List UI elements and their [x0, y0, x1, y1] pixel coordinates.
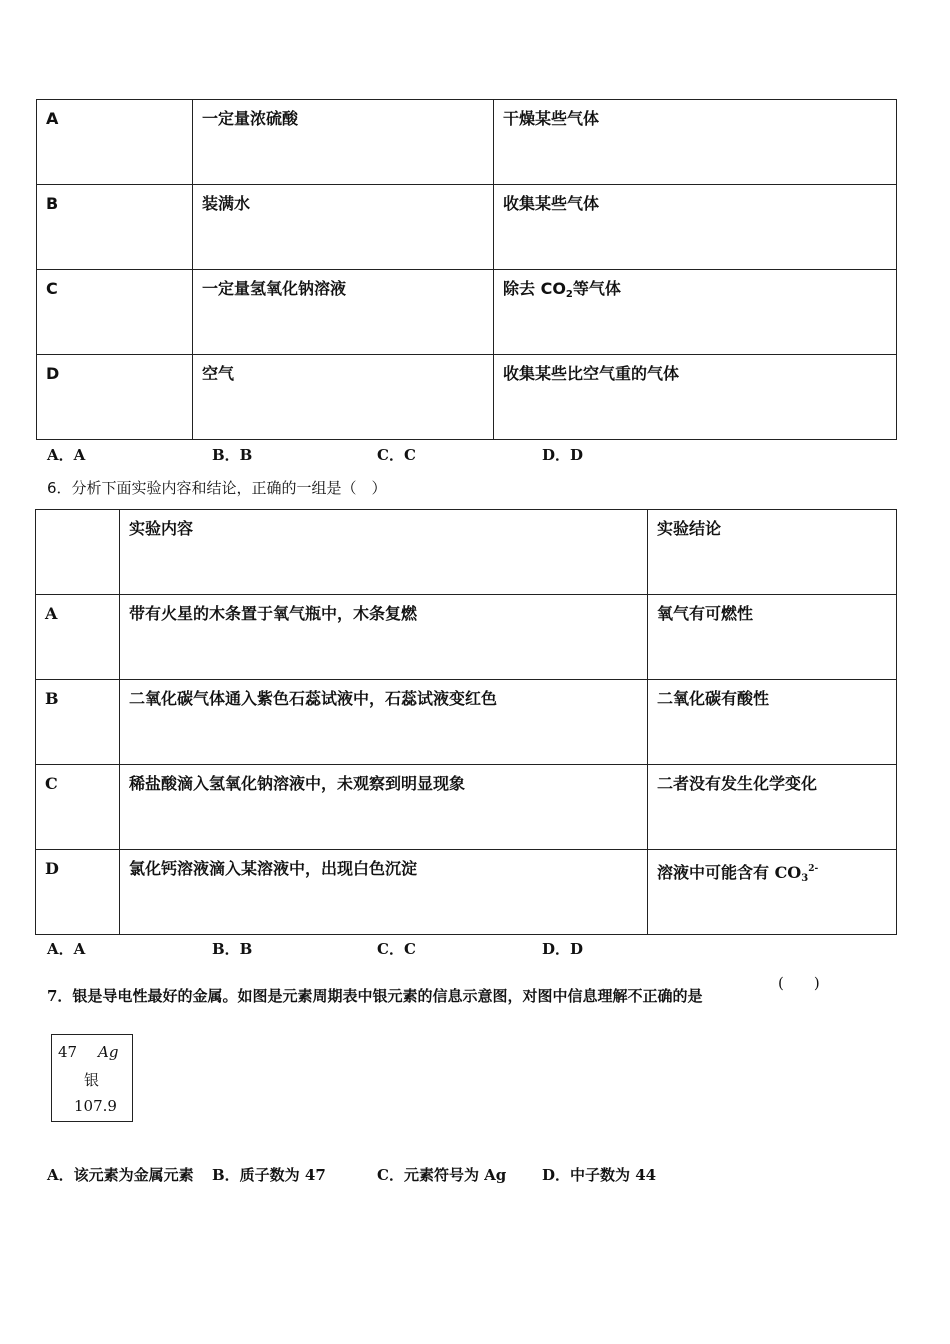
atomic-number: 47	[58, 1043, 78, 1061]
option-d[interactable]: D．D	[542, 446, 584, 464]
row-use: 除去 $CO_2$等气体	[503, 279, 621, 300]
row-content: 装满水	[202, 194, 251, 213]
q6-options	[47, 938, 647, 958]
row-use: 收集某些比空气重的气体	[503, 364, 680, 383]
q7-options	[47, 1164, 747, 1184]
row-conclusion: 溶液中可能含有 $CO_3^{2-}$	[657, 863, 819, 884]
table-row	[36, 595, 897, 680]
question-number: 6．	[47, 479, 72, 497]
atomic-mass: 107.9	[74, 1097, 117, 1115]
table-row	[36, 850, 897, 935]
row-letter: A	[45, 604, 58, 623]
option-d[interactable]: D．中子数为 44	[542, 1166, 657, 1184]
header-conclusion: 实验结论	[657, 519, 722, 538]
row-letter: C	[45, 774, 58, 793]
row-use: 收集某些气体	[503, 194, 600, 213]
option-b[interactable]: B．B	[212, 446, 253, 464]
row-letter: D	[45, 859, 59, 878]
row-conclusion: 二氧化碳有酸性	[657, 689, 770, 708]
option-b[interactable]: B．质子数为 47	[212, 1166, 326, 1184]
element-symbol: Ag	[98, 1043, 119, 1061]
element-name: 银	[84, 1071, 100, 1089]
row-use: 干燥某些气体	[503, 109, 600, 128]
row-content: 一定量氢氧化钠溶液	[202, 279, 347, 298]
row-letter: B	[46, 194, 59, 213]
question-text: 分析下面实验内容和结论，正确的一组是（ ）	[71, 479, 387, 497]
table-row	[36, 680, 897, 765]
option-a[interactable]: A．A	[47, 446, 86, 464]
table-row	[37, 100, 897, 185]
element-card	[51, 1034, 133, 1122]
row-letter: B	[45, 689, 59, 708]
row-content: 带有火星的木条置于氧气瓶中，木条复燃	[129, 604, 418, 623]
option-c[interactable]: C．C	[377, 446, 416, 464]
q5-options	[47, 444, 647, 464]
apparatus-table	[36, 99, 897, 440]
row-conclusion: 二者没有发生化学变化	[657, 774, 818, 793]
experiment-table	[35, 509, 897, 935]
answer-paren: ( )	[778, 974, 820, 992]
table-row	[37, 185, 897, 270]
option-c[interactable]: C．C	[377, 940, 416, 958]
table-row	[37, 355, 897, 440]
option-a[interactable]: A．A	[47, 940, 86, 958]
table-row	[37, 270, 897, 355]
row-conclusion: 氧气有可燃性	[657, 604, 754, 623]
row-letter: A	[46, 109, 59, 128]
row-content: 二氧化碳气体通入紫色石蕊试液中，石蕊试液变红色	[129, 689, 498, 708]
row-content: 稀盐酸滴入氢氧化钠溶液中，未观察到明显现象	[129, 774, 466, 793]
table-header-row	[36, 510, 897, 595]
row-content: 一定量浓硫酸	[202, 109, 299, 128]
option-a[interactable]: A．该元素为金属元素	[47, 1166, 194, 1184]
option-c[interactable]: C．元素符号为 Ag	[377, 1166, 507, 1184]
header-content: 实验内容	[129, 519, 194, 538]
option-d[interactable]: D．D	[542, 940, 584, 958]
row-letter: C	[46, 279, 58, 298]
row-content: 空气	[202, 364, 235, 383]
question-7-stem: 7．银是导电性最好的金属。如图是元素周期表中银元素的信息示意图，对图中信息理解不正确的是	[47, 987, 703, 1005]
table-row	[36, 765, 897, 850]
question-6-stem	[47, 477, 387, 498]
row-content: 氯化钙溶液滴入某溶液中，出现白色沉淀	[129, 859, 418, 878]
row-letter: D	[46, 364, 60, 383]
option-b[interactable]: B．B	[212, 940, 253, 958]
